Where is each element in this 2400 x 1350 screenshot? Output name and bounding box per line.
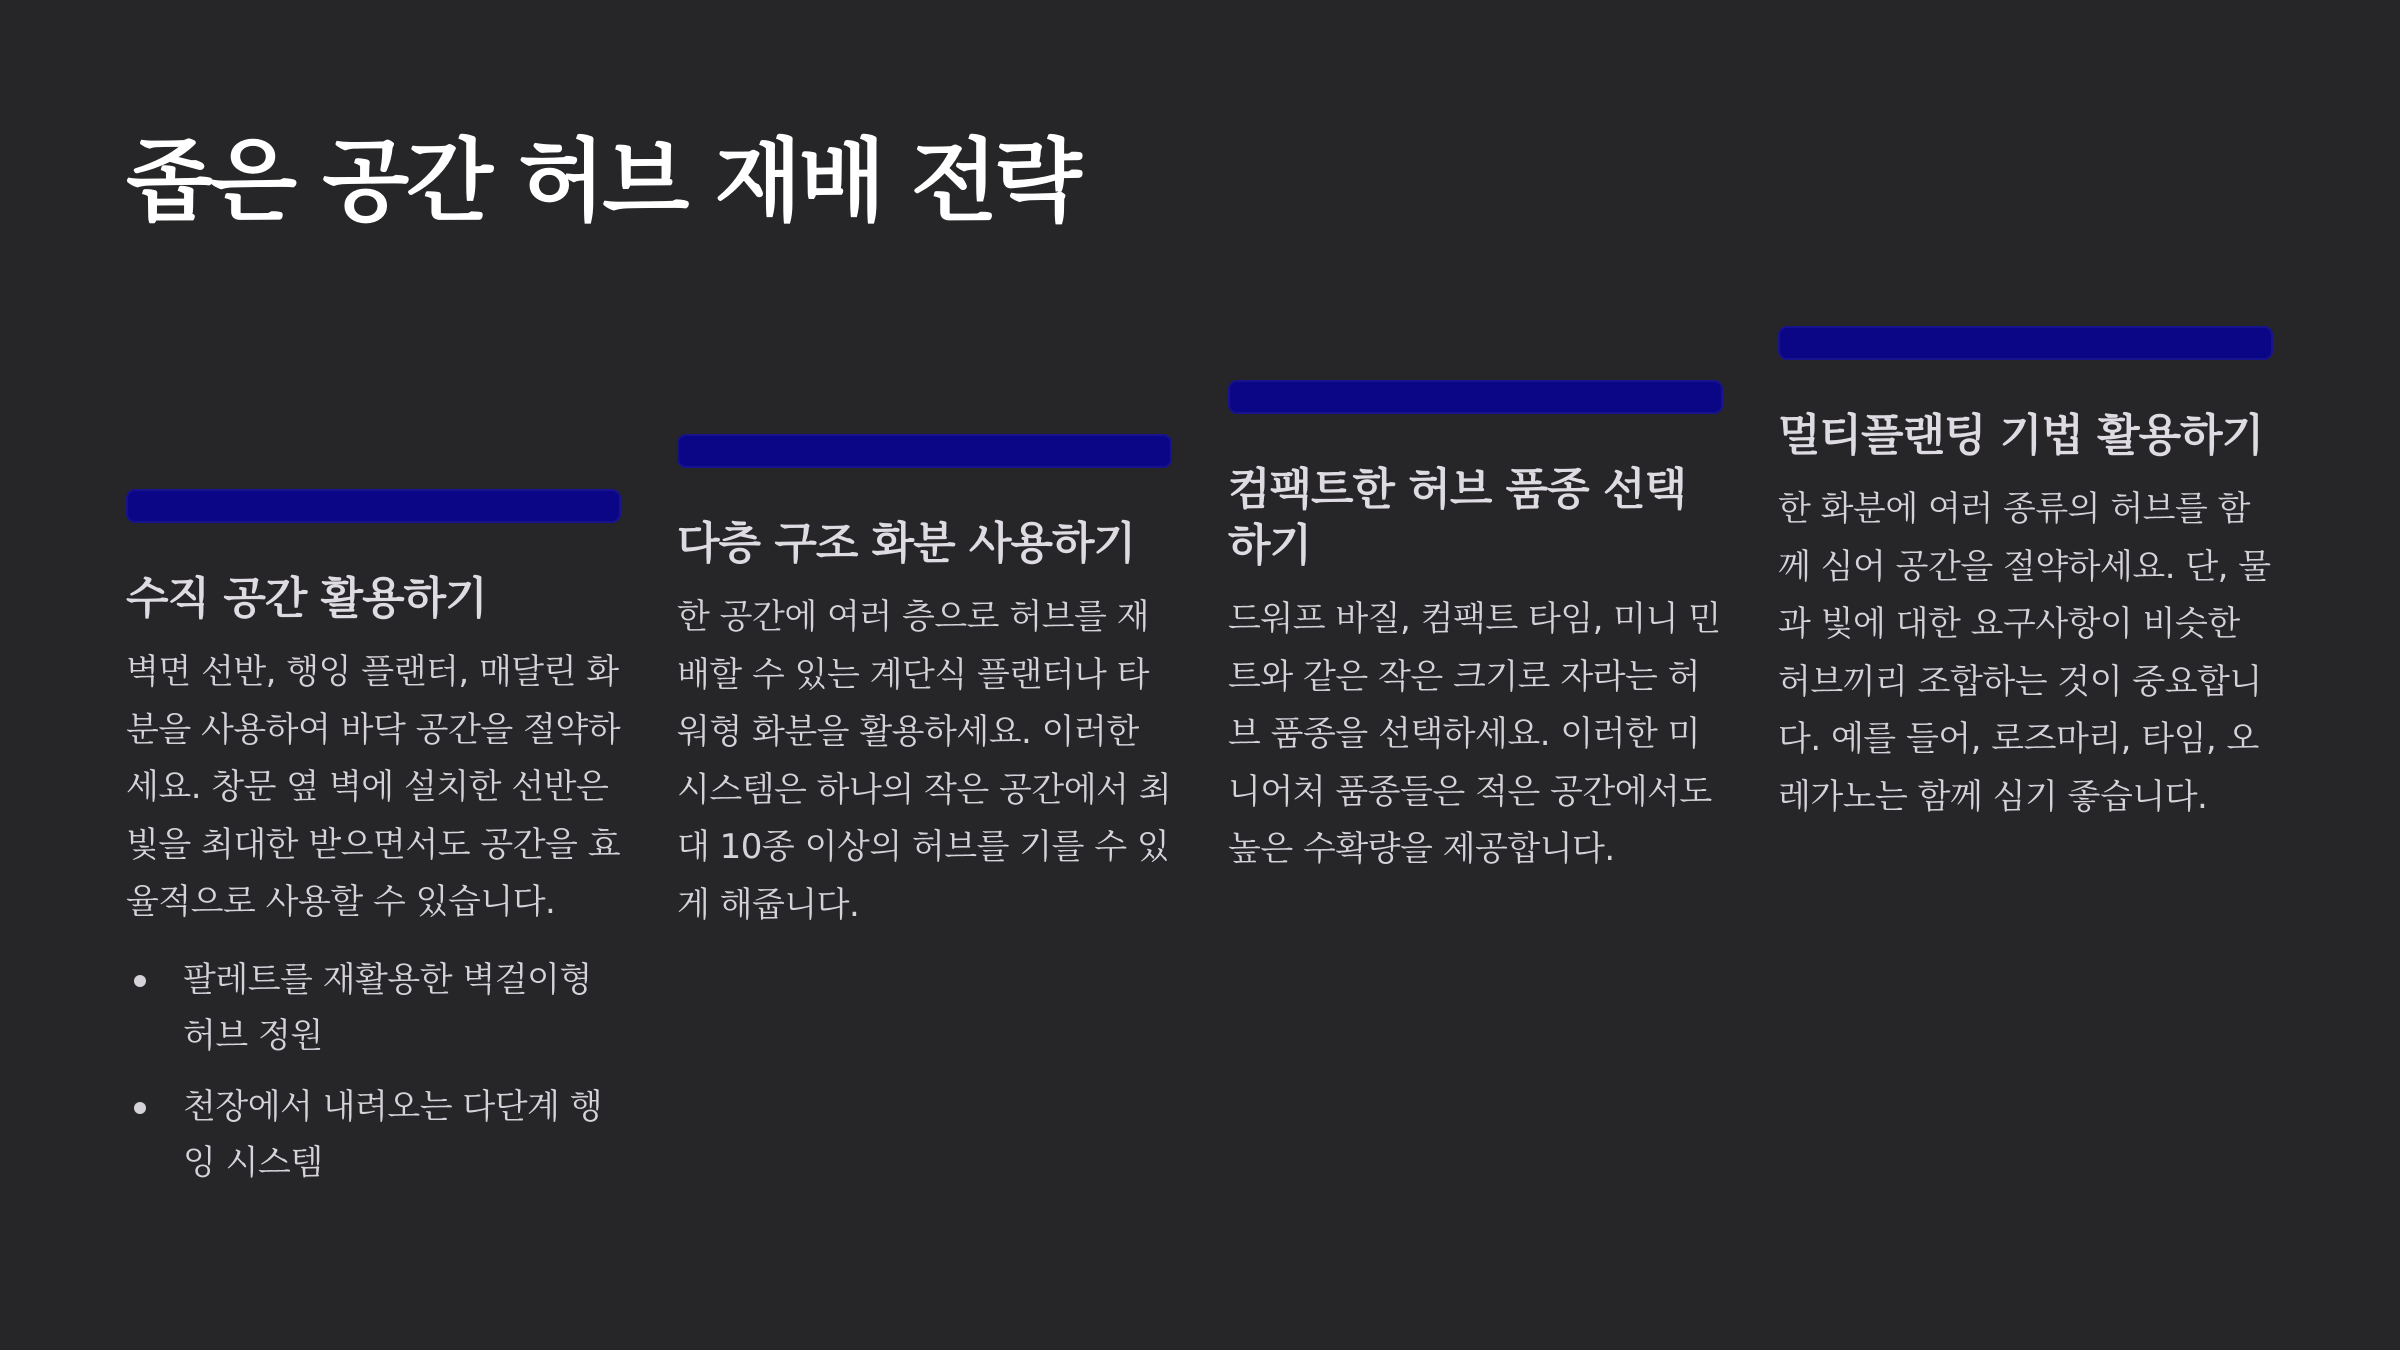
bullet-dot-icon	[134, 975, 146, 987]
card-multiplanting	[1778, 326, 2273, 826]
bullet-text: 천장에서 내려오는 다단계 행잉 시스템	[183, 1086, 603, 1183]
card-vertical-space	[126, 489, 621, 1206]
bullet-list	[126, 952, 621, 1191]
bullet-item	[126, 952, 621, 1064]
card-title: 멀티플랜팅 기법 활용하기	[1778, 410, 2264, 461]
card-accent-bar	[1228, 380, 1723, 414]
card-body: 벽면 선반, 행잉 플랜터, 매달린 화분을 사용하여 바닥 공간을 절약하세요. 창문 옆 벽에 설치한 선반은 빛을 최대한 받으면서도 공간을 효율적으로 사용할 수 있습니다.	[126, 652, 621, 922]
card-accent-bar	[677, 434, 1172, 468]
card-title: 다층 구조 화분 사용하기	[677, 518, 1135, 569]
card-compact-varieties	[1228, 380, 1723, 879]
card-multilayer-pots	[677, 434, 1172, 934]
slide-title: 좁은 공간 허브 재배 전략	[126, 129, 1079, 234]
card-title: 컴팩트한 허브 품종 선택하기	[1228, 464, 1686, 571]
bullet-dot-icon	[134, 1102, 146, 1114]
bullet-text: 팔레트를 재활용한 벽걸이형 허브 정원	[183, 959, 592, 1056]
card-body: 드워프 바질, 컴팩트 타임, 미니 민트와 같은 작은 크기로 자라는 허브 품종을 선택하세요. 이러한 미니어처 품종들은 적은 공간에서도 높은 수확량을 제공합니다.	[1228, 599, 1721, 869]
card-body: 한 공간에 여러 층으로 허브를 재배할 수 있는 계단식 플랜터나 타워형 화분을 활용하세요. 이러한 시스템은 하나의 작은 공간에서 최대 10종 이상의 허브를 기를 수 있게 해줍니다.	[677, 597, 1172, 925]
card-body: 한 화분에 여러 종류의 허브를 함께 심어 공간을 절약하세요. 단, 물과 빛에 대한 요구사항이 비슷한 허브끼리 조합하는 것이 중요합니다. 예를 들어, 로즈마리, 타임, 오레가노는 함께 심기 좋습니다.	[1778, 489, 2271, 817]
card-accent-bar	[1778, 326, 2273, 360]
card-title: 수직 공간 활용하기	[126, 573, 487, 624]
bullet-item	[126, 1079, 621, 1191]
card-accent-bar	[126, 489, 621, 523]
